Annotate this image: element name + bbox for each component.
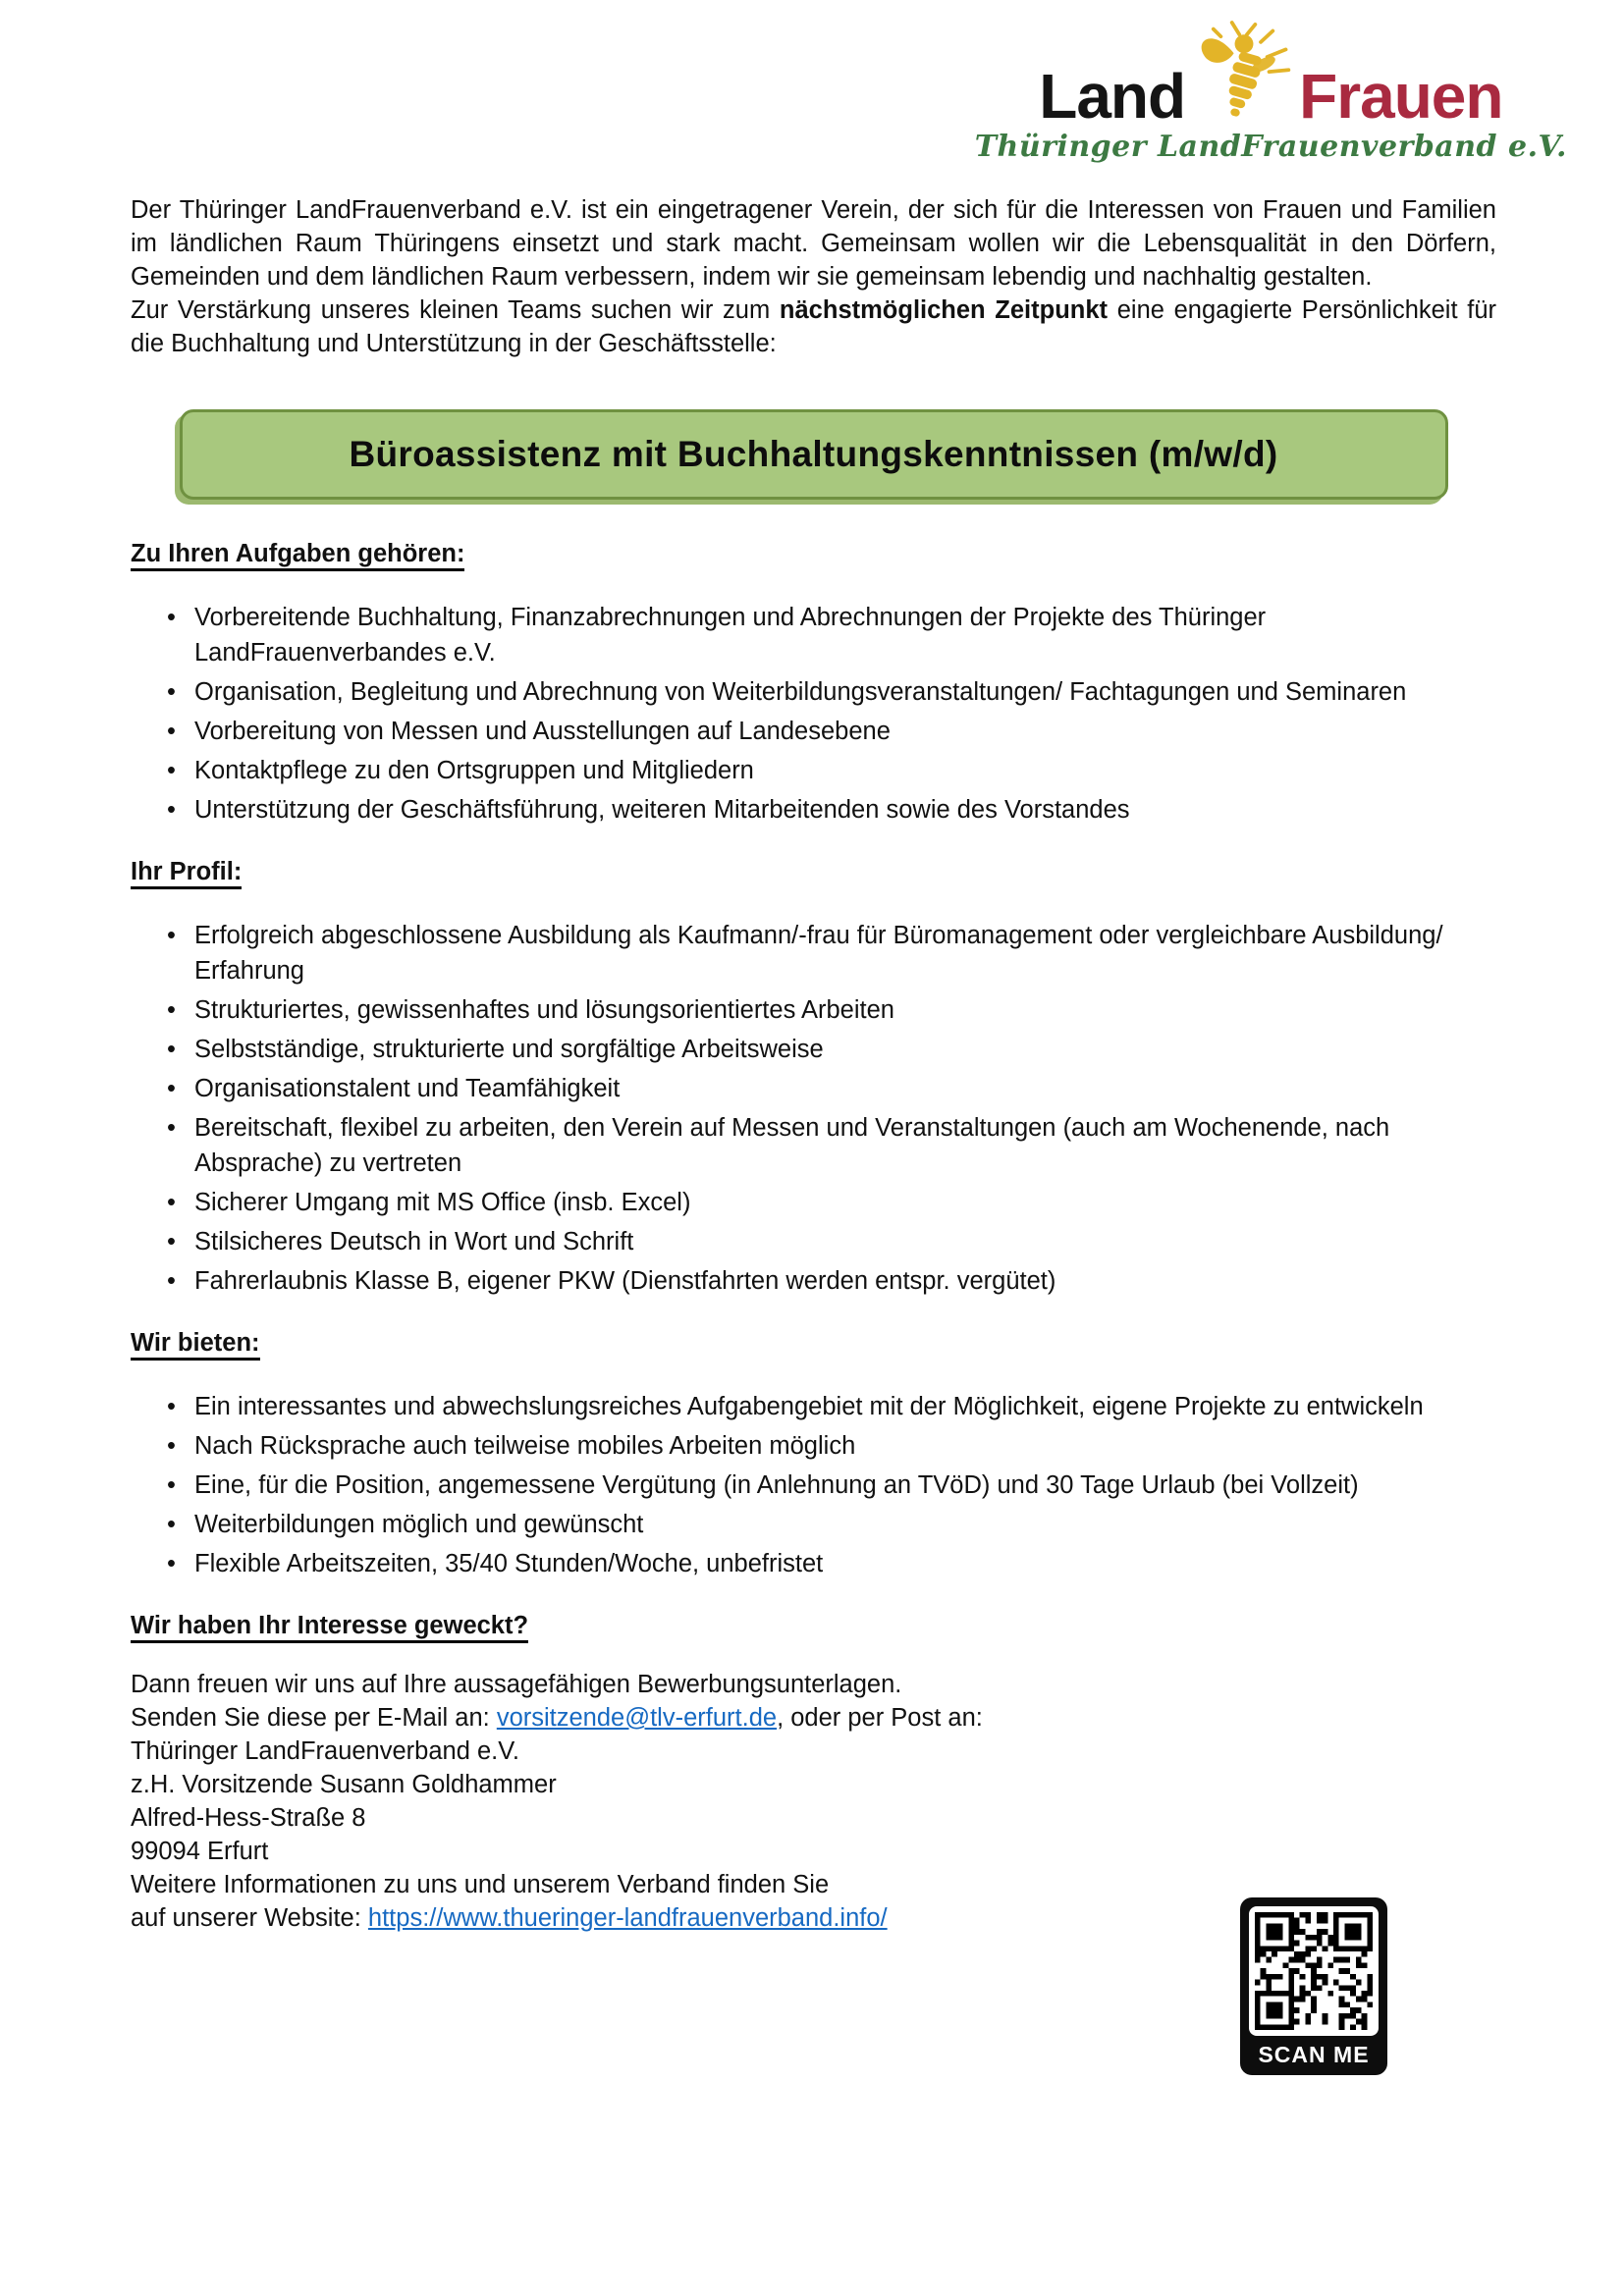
website-link[interactable]: https://www.thueringer-landfrauenverband.info/ xyxy=(367,1904,888,1932)
list-item: • Stilsicheres Deutsch in Wort und Schrift xyxy=(131,1224,1496,1259)
qr-code xyxy=(1249,1906,1379,2036)
list-item: • Fahrerlaubnis Klasse B, eigener PKW (Dienstfahrten werden entspr. vergütet) xyxy=(131,1263,1496,1299)
address-line: Alfred-Hess-Straße 8 xyxy=(131,1804,366,1832)
section-heading-profil: Ihr Profil: xyxy=(131,855,1496,888)
closing-heading: Wir haben Ihr Interesse geweckt? xyxy=(131,1609,1496,1642)
list-item: • Weiterbildungen möglich und gewünscht xyxy=(131,1507,1496,1542)
intro-paragraph-2 xyxy=(131,294,1496,360)
closing-line-email: Senden Sie diese per E-Mail an: vorsitzende@tlv-erfurt.de, oder per Post an: xyxy=(131,1704,983,1732)
address-line: z.H. Vorsitzende Susann Goldhammer xyxy=(131,1771,557,1798)
main-content xyxy=(131,0,1496,1935)
bullet-list-profil xyxy=(131,918,1496,1299)
closing-info-line: Weitere Informationen zu uns und unserem Verband finden Sie xyxy=(131,1871,830,1898)
list-item: • Vorbereitende Buchhaltung, Finanzabrechnungen und Abrechnungen der Projekte des Thüringer LandFrauenverbandes e.V. xyxy=(131,600,1496,670)
job-title: Büroassistenz mit Buchhaltungskenntnissen (m/w/d) xyxy=(349,434,1278,474)
address-line: Thüringer LandFrauenverband e.V. xyxy=(131,1737,519,1765)
intro-paragraph-2-pre: Zur Verstärkung unseres kleinen Teams suchen wir zum xyxy=(131,296,780,324)
bullet-list-bieten xyxy=(131,1389,1496,1581)
list-item: • Vorbereitung von Messen und Ausstellungen auf Landesebene xyxy=(131,714,1496,749)
email-link[interactable]: vorsitzende@tlv-erfurt.de xyxy=(496,1704,778,1732)
list-item: • Flexible Arbeitszeiten, 35/40 Stunden/Woche, unbefristet xyxy=(131,1546,1496,1581)
section-heading-bieten: Wir bieten: xyxy=(131,1326,1496,1360)
intro-paragraph-1: Der Thüringer LandFrauenverband e.V. ist ein eingetragener Verein, der sich für die Interessen von Frauen und Familien im ländlichen Raum Thüringens einsetzt und stark macht. Gemeinsam wollen wir die Lebensqualität in den Dörfern, Gemeinden und dem ländlichen Raum verbessern, indem wir sie gemeinsam lebendig und nachhaltig gestalten. xyxy=(131,196,1496,291)
intro-paragraph-2-post: eine engagierte Persönlichkeit für die Buchhaltung und Unterstützung in der Geschäftsstelle: xyxy=(131,296,1496,357)
list-item: • Eine, für die Position, angemessene Vergütung (in Anlehnung an TVöD) und 30 Tage Urlaub (bei Vollzeit) xyxy=(131,1468,1496,1503)
logo-subtitle: Thüringer LandFrauenverband e.V. xyxy=(974,130,1567,164)
closing-line-website: auf unserer Website: https://www.thueringer-landfrauenverband.info/ xyxy=(131,1904,888,1932)
list-item: • Erfolgreich abgeschlossene Ausbildung als Kaufmann/-frau für Büromanagement oder vergleichbare Ausbildung/ Erfahrung xyxy=(131,918,1496,988)
section-heading-aufgaben: Zu Ihren Aufgaben gehören: xyxy=(131,537,1496,570)
address-line: 99094 Erfurt xyxy=(131,1838,269,1865)
job-title-box xyxy=(180,409,1448,500)
list-item: • Nach Rücksprache auch teilweise mobiles Arbeiten möglich xyxy=(131,1428,1496,1464)
list-item: • Organisationstalent und Teamfähigkeit xyxy=(131,1071,1496,1106)
closing-block xyxy=(131,1609,1496,1935)
qr-badge xyxy=(1240,1897,1387,2075)
list-item: • Selbstständige, strukturierte und sorgfältige Arbeitsweise xyxy=(131,1032,1496,1067)
list-item: • Bereitschaft, flexibel zu arbeiten, den Verein auf Messen und Veranstaltungen (auch am Wochenende, nach Absprache) zu vertreten xyxy=(131,1110,1496,1181)
list-item: • Strukturiertes, gewissenhaftes und lösungsorientiertes Arbeiten xyxy=(131,992,1496,1028)
list-item: • Ein interessantes und abwechslungsreiches Aufgabengebiet mit der Möglichkeit, eigene Projekte zu entwickeln xyxy=(131,1389,1496,1424)
list-item: • Organisation, Begleitung und Abrechnung von Weiterbildungsveranstaltungen/ Fachtagungen und Seminaren xyxy=(131,674,1496,710)
logo-text-land: Land xyxy=(1039,61,1186,132)
intro-paragraph-2-bold: nächstmöglichen Zeitpunkt xyxy=(779,296,1109,324)
list-item: • Unterstützung der Geschäftsführung, weiteren Mitarbeitenden sowie des Vorstandes xyxy=(131,792,1496,828)
list-item: • Sicherer Umgang mit MS Office (insb. Excel) xyxy=(131,1185,1496,1220)
bullet-list-aufgaben xyxy=(131,600,1496,828)
address-lines xyxy=(131,1735,1496,1868)
closing-line-1: Dann freuen wir uns auf Ihre aussagefähigen Bewerbungsunterlagen. xyxy=(131,1671,902,1698)
logo-text-frauen: Frauen xyxy=(1299,61,1503,132)
list-item: • Kontaktpflege zu den Ortsgruppen und Mitgliedern xyxy=(131,753,1496,788)
qr-label: SCAN ME xyxy=(1258,2042,1370,2067)
